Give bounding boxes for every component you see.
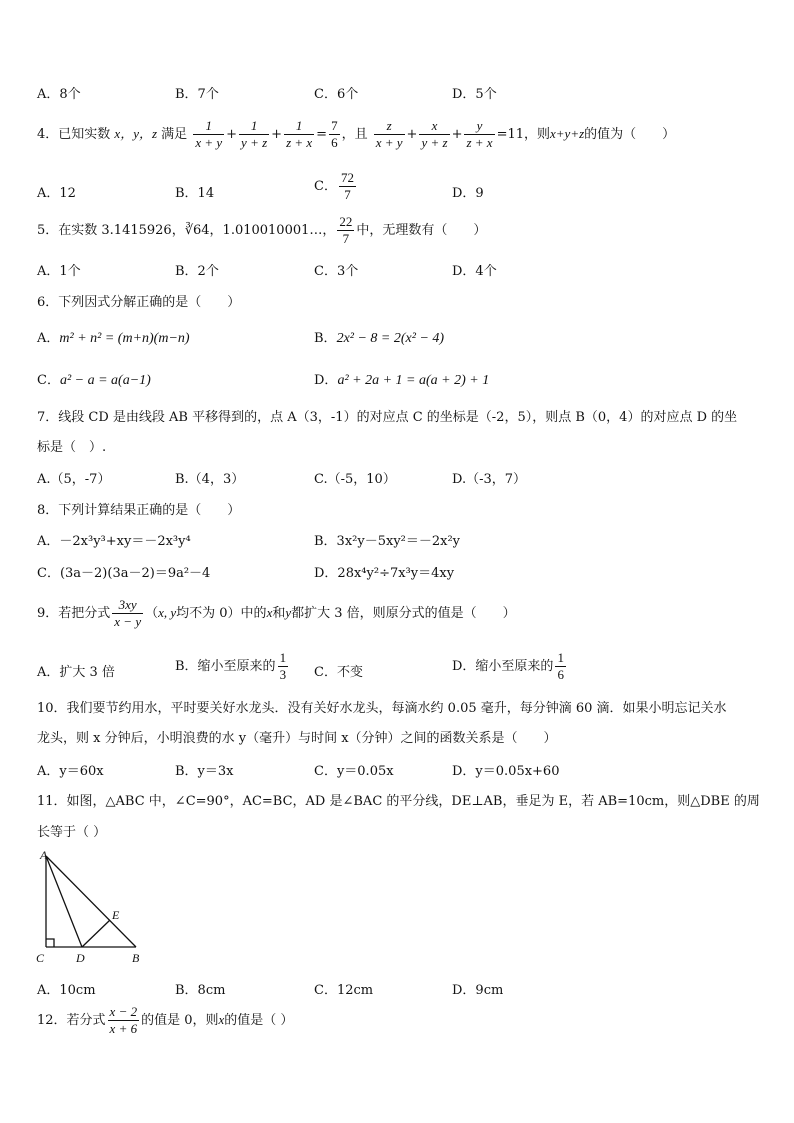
q4-eq2: =11，则 (496, 127, 551, 142)
q9-option-a: A．扩大 3 倍 (37, 665, 115, 680)
q6-option-a-math: m² + n² = (m+n)(m−n) (59, 331, 190, 346)
q7-option-a: A.（5，-7） (37, 472, 111, 487)
side-ab (46, 856, 136, 947)
q9-option-d-frac: $\frac{1}{6}$ (557, 650, 564, 682)
q12-mid: 的值是 0，则 (141, 1013, 219, 1028)
segment-de (82, 920, 110, 947)
q6-option-c: C．a² − a = a(a−1) (37, 373, 151, 388)
q4-mid2: ，且 (341, 127, 368, 142)
q9-pre: 9．若把分式 (37, 606, 111, 621)
q7-option-b: B.（4，3） (175, 472, 245, 487)
q5-option-b: B．2个 (175, 264, 219, 279)
q5-post: 中，无理数有（ ） (356, 223, 487, 238)
q4-post: 的值为（ ） (584, 127, 676, 142)
q6-option-c-math: a² − a = a(a−1) (59, 373, 151, 388)
q3-option-a: A．8个 (37, 87, 81, 102)
q5-option-c: C．3个 (314, 264, 359, 279)
q9-mid1: （ (145, 606, 159, 621)
q10-line-2: 龙头，则 x 分钟后，小明浪费的水 y（毫升）与时间 x（分钟）之间的函数关系是（ ） (37, 731, 557, 746)
q9-mid2: 均不为 0）中的 (176, 606, 267, 621)
q9-mid3: 和 (272, 606, 286, 621)
q6-option-b-math: 2x² − 8 = 2(x² − 4) (336, 331, 445, 346)
q6-stem: 6．下列因式分解正确的是（ ） (37, 295, 241, 310)
q9-stem (37, 597, 516, 630)
q6-option-a: A．m² + n² = (m+n)(m−n) (37, 331, 190, 346)
q8-stem: 8．下列计算结果正确的是（ ） (37, 503, 241, 518)
label-d: D (76, 951, 85, 965)
label-c: C (36, 951, 45, 965)
q4-eq1: = (316, 127, 328, 142)
q9-vars: x, y (158, 605, 177, 620)
q4-frac-6: $\frac{x}{y + z}$ (421, 118, 448, 150)
q7-option-c: C.（-5，10） (314, 472, 396, 487)
q10-option-c: C．y＝0.05x (314, 764, 394, 779)
q9-option-d: D．缩小至原来的 $\frac{1}{6}$ (452, 650, 564, 682)
q12-stem (37, 1004, 293, 1037)
triangle-figure (30, 846, 150, 970)
q5-root: ∛64 (184, 223, 210, 238)
q7-option-d: D.（-3，7） (452, 472, 527, 487)
q10-option-a: A．y＝60x (37, 764, 104, 779)
q5-option-a: A．1个 (37, 264, 81, 279)
q7-line-2: 标是（ ）. (37, 440, 107, 455)
segment-ad (46, 856, 82, 947)
q11-line-2: 长等于（ ） (37, 825, 107, 840)
q4-frac-1: $\frac{1}{x + y}$ (195, 118, 223, 150)
q4-option-a: A．12 (37, 186, 76, 201)
q4-stem: 4．已知实数 x，y，z 满足 $\frac{1}{x + y}$ + $\frac{1}{y + z}$ + $\frac{1}{z + x}$ = $\frac{7}{6}$ ，且 $\frac{z}{x + y}$ + $\frac{x}{y + z}$ + $\frac{y}{z + x}$ =11，则x+y+z的值为（ ） (37, 118, 676, 150)
q5-stem (37, 214, 486, 247)
right-angle-mark (46, 939, 54, 947)
q5-mid: ，1.010010001…， (209, 223, 336, 238)
q9-frac: $\frac{3xy}{x - y}$ (114, 597, 142, 629)
q3-option-b: B．7个 (175, 87, 219, 102)
q4-mid1: 满足 (161, 127, 188, 142)
q10-line-1: 10．我们要节约用水，平时要关好水龙头．没有关好水龙头，每滴水约 0.05 毫升，每分钟滴 60 滴．如果小明忘记关水 (37, 701, 727, 716)
q5-pre: 5．在实数 3.1415926， (37, 223, 185, 238)
q6-option-b: B．2x² − 8 = 2(x² − 4) (314, 331, 445, 346)
q6-option-d-math: a² + 2a + 1 = a(a + 2) + 1 (337, 373, 490, 388)
q8-option-c: C．(3a－2)(3a－2)＝9a²－4 (37, 566, 211, 581)
q4-pre: 4．已知实数 (37, 127, 111, 142)
q4-option-b: B．14 (175, 186, 215, 201)
q4-frac-4: $\frac{7}{6}$ (331, 118, 338, 150)
q3-option-d: D．5个 (452, 87, 497, 102)
q12-pre: 12．若分式 (37, 1013, 106, 1028)
q5-option-d: D．4个 (452, 264, 497, 279)
label-e: E (112, 908, 120, 922)
q4-expr: x+y+z (550, 126, 585, 141)
q3-option-c: C．6个 (314, 87, 359, 102)
q9-post: 都扩大 3 倍，则原分式的值是（ ） (291, 606, 516, 621)
q8-option-d: D．28x⁴y²÷7x³y＝4xy (314, 566, 455, 581)
q11-option-b: B．8cm (175, 983, 226, 998)
q9-option-c: C．不变 (314, 665, 363, 680)
q5-frac: $\frac{22}{7}$ (339, 214, 353, 246)
q4-frac-3: $\frac{1}{z + x}$ (286, 118, 313, 150)
q4-frac-2: $\frac{1}{y + z}$ (241, 118, 268, 150)
q12-var: x (218, 1012, 225, 1027)
q9-option-b: B．缩小至原来的 $\frac{1}{3}$ (175, 650, 287, 682)
label-b: B (132, 951, 140, 965)
q10-option-d: D．y＝0.05x+60 (452, 764, 560, 779)
q9-option-b-frac: $\frac{1}{3}$ (279, 650, 287, 682)
q10-option-b: B．y＝3x (175, 764, 234, 779)
q7-line-1: 7．线段 CD 是由线段 AB 平移得到的，点 A（3，-1）的对应点 C 的坐标是（-2，5），则点 B（0，4）的对应点 D 的坐 (37, 410, 738, 425)
q11-option-c: C．12cm (314, 983, 374, 998)
q11-option-a: A．10cm (37, 983, 96, 998)
q8-option-b: B．3x²y－5xy²＝－2x²y (314, 534, 461, 549)
q4-option-c-frac: $\frac{72}{7}$ (340, 170, 354, 202)
q8-option-a: A．－2x³y³+xy＝－2x³y⁴ (37, 534, 191, 549)
q11-line-1: 11．如图，△ABC 中，∠C=90°，AC=BC，AD 是∠BAC 的平分线，DE⊥AB，垂足为 E，若 AB=10cm，则△DBE 的周 (37, 794, 760, 809)
q4-frac-5: $\frac{z}{x + y}$ (375, 118, 403, 150)
q12-post: 的值是（ ） (224, 1013, 294, 1028)
q4-option-c (314, 170, 358, 203)
q4-option-d: D．9 (452, 186, 484, 201)
q12-frac: $\frac{x - 2}{x + 6}$ (109, 1004, 138, 1036)
label-a: A (40, 848, 48, 862)
q9-v2: y (285, 605, 292, 620)
q11-option-d: D．9cm (452, 983, 504, 998)
q9-v1: x (266, 605, 273, 620)
q4-frac-7: $\frac{y}{z + x}$ (466, 118, 493, 150)
q4-option-c-label: C． (314, 179, 337, 194)
q6-option-d: D．a² + 2a + 1 = a(a + 2) + 1 (314, 373, 490, 388)
q4-vars: x，y，z (114, 126, 158, 141)
